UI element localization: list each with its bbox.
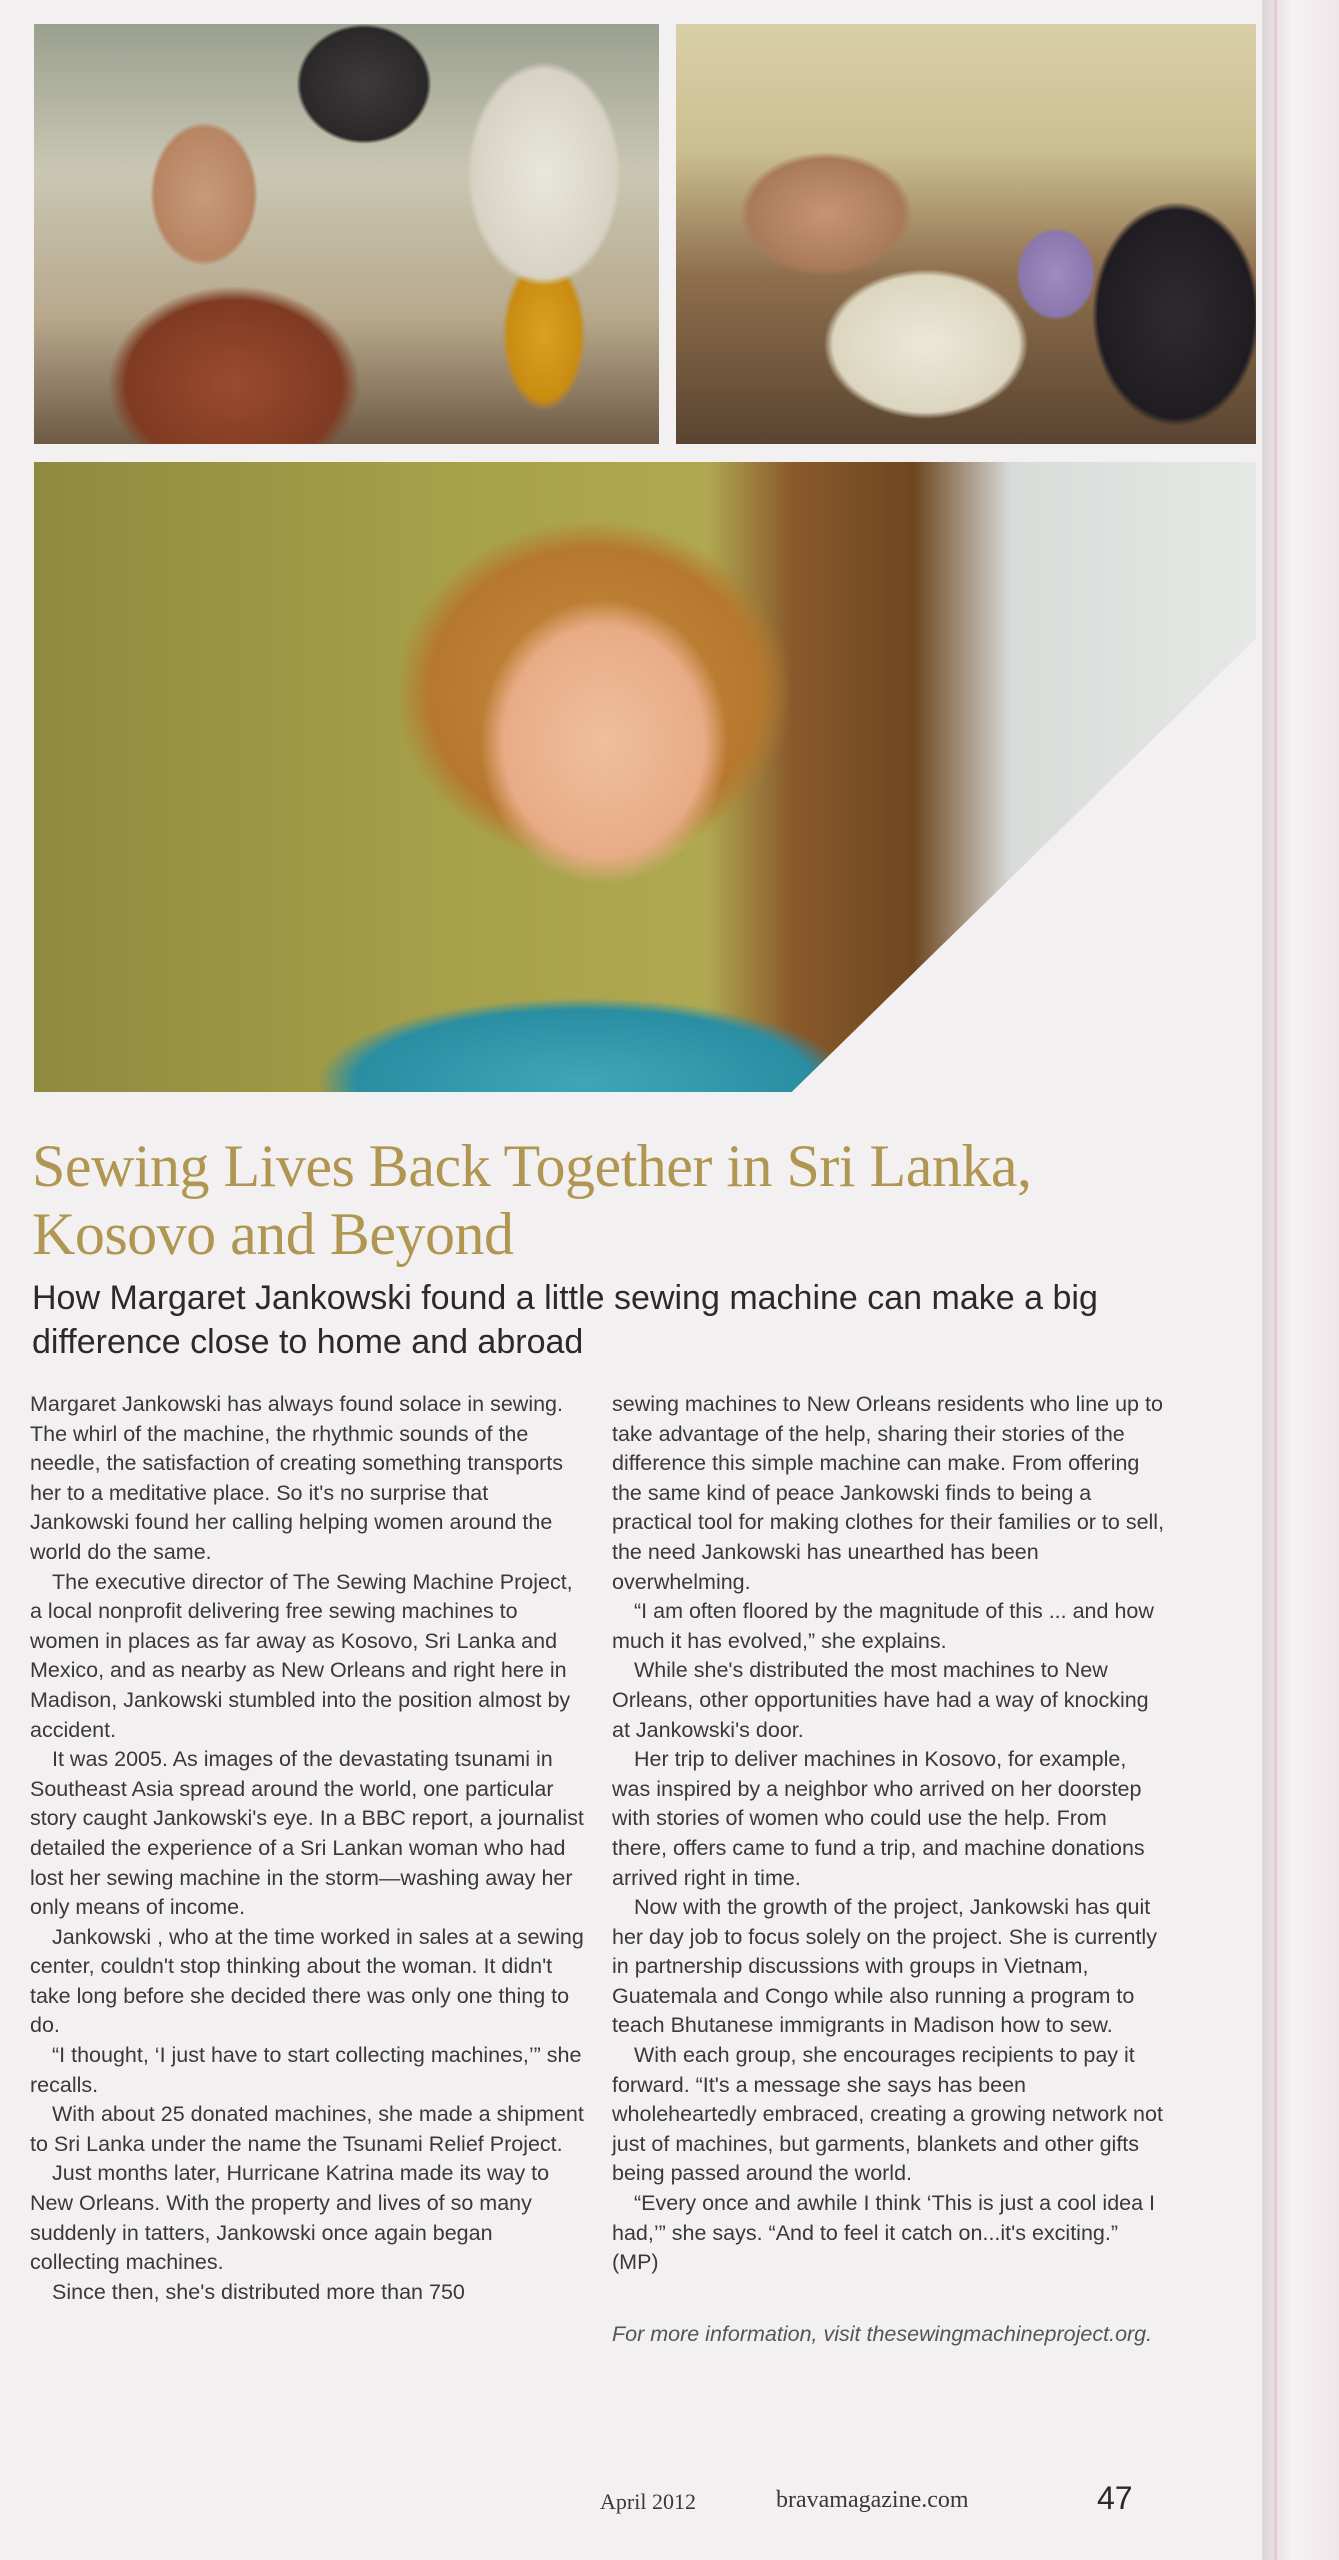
- photo-portrait: [34, 462, 1256, 1092]
- paragraph: Jankowski , who at the time worked in sales at a sewing center, couldn't stop thinking about the woman. It didn't take long before she decided there was only one thing to do.: [30, 1924, 584, 2038]
- paragraph: Her trip to deliver machines in Kosovo, for example, was inspired by a neighbor who arrived on her doorstep with stories of women who could use the help. From there, offers came to fund a trip, and machine donations arrived right in time.: [612, 1747, 1145, 1890]
- paragraph: “I am often floored by the magnitude of this ... and how much it has evolved,” she explains.: [612, 1599, 1154, 1653]
- issue-date: April 2012: [600, 2489, 696, 2514]
- paragraph: “I thought, ‘I just have to start collecting machines,’” she recalls.: [30, 2043, 582, 2097]
- more-info-link[interactable]: For more information, visit thesewingmachineproject.org.: [612, 2321, 1153, 2346]
- article-dek: How Margaret Jankowski found a little sewing machine can make a big difference close to home and abroad: [32, 1279, 1098, 1361]
- photo-singer-machine: [676, 24, 1256, 444]
- paragraph: sewing machines to New Orleans residents who line up to take advantage of the help, sharing their stories of the difference this simple machine can make. From offering the same kind of peace Jankowski finds to being a practical tool for making clothes for their families or to sell, the need Jankowski has unearthed has been overwhelming.: [612, 1392, 1165, 1594]
- page-edge-line: [1274, 0, 1277, 2560]
- paragraph: Since then, she's distributed more than 750: [52, 2279, 465, 2304]
- paragraph: Just months later, Hurricane Katrina made its way to New Orleans. With the property and lives of so many suddenly in tatters, Jankowski once again began collecting machines.: [30, 2161, 550, 2275]
- paragraph: Now with the growth of the project, Jankowski has quit her day job to focus solely on the project. She is currently in partnership discussions with groups in Vietnam, Guatemala and Congo while also running a program to teach Bhutanese immigrants in Madison how to sew.: [612, 1895, 1157, 2038]
- photo-sewing-class: [34, 24, 659, 444]
- photo-corner-cut: [34, 462, 1256, 1092]
- paragraph: “Every once and awhile I think ‘This is just a cool idea I had,’” she says. “And to feel it catch on...it's exciting.” (MP): [612, 2191, 1156, 2275]
- left-column: [30, 1390, 585, 2307]
- paragraph: It was 2005. As images of the devastating tsunami in Southeast Asia spread around the world, one particular story caught Jankowski's eye. In a BBC report, a journalist detailed the experience of a Sri Lankan woman who had lost her sewing machine in the storm—washing away her only means of income.: [30, 1747, 584, 1920]
- magazine-url[interactable]: bravamagazine.com: [776, 2487, 969, 2513]
- paragraph: With about 25 donated machines, she made a shipment to Sri Lanka under the name the Tsunami Relief Project.: [30, 2102, 584, 2156]
- paragraph: While she's distributed the most machines to New Orleans, other opportunities have had a way of knocking at Jankowski's door.: [612, 1658, 1149, 1742]
- paragraph: The executive director of The Sewing Machine Project, a local nonprofit delivering free sewing machines to women in places as far away as Kosovo, Sri Lanka and Mexico, and as nearby as New Orleans and right here in Madison, Jankowski stumbled into the position almost by accident.: [30, 1569, 573, 1742]
- paragraph: Margaret Jankowski has always found solace in sewing. The whirl of the machine, the rhythmic sounds of the needle, the satisfaction of creating something transports her to a meditative place. So it's no surprise that Jankowski found her calling helping women around the world do the same.: [30, 1392, 564, 1564]
- paragraph: With each group, she encourages recipients to pay it forward. “It's a message she says has been wholeheartedly embraced, creating a growing network not just of machines, but garments, blankets and other gifts being passed around the world.: [612, 2043, 1163, 2186]
- article-headline: Sewing Lives Back Together in Sri Lanka, Kosovo and Beyond: [32, 1133, 1032, 1267]
- right-column: [612, 1390, 1167, 2349]
- page-number: 47: [1097, 2480, 1133, 2516]
